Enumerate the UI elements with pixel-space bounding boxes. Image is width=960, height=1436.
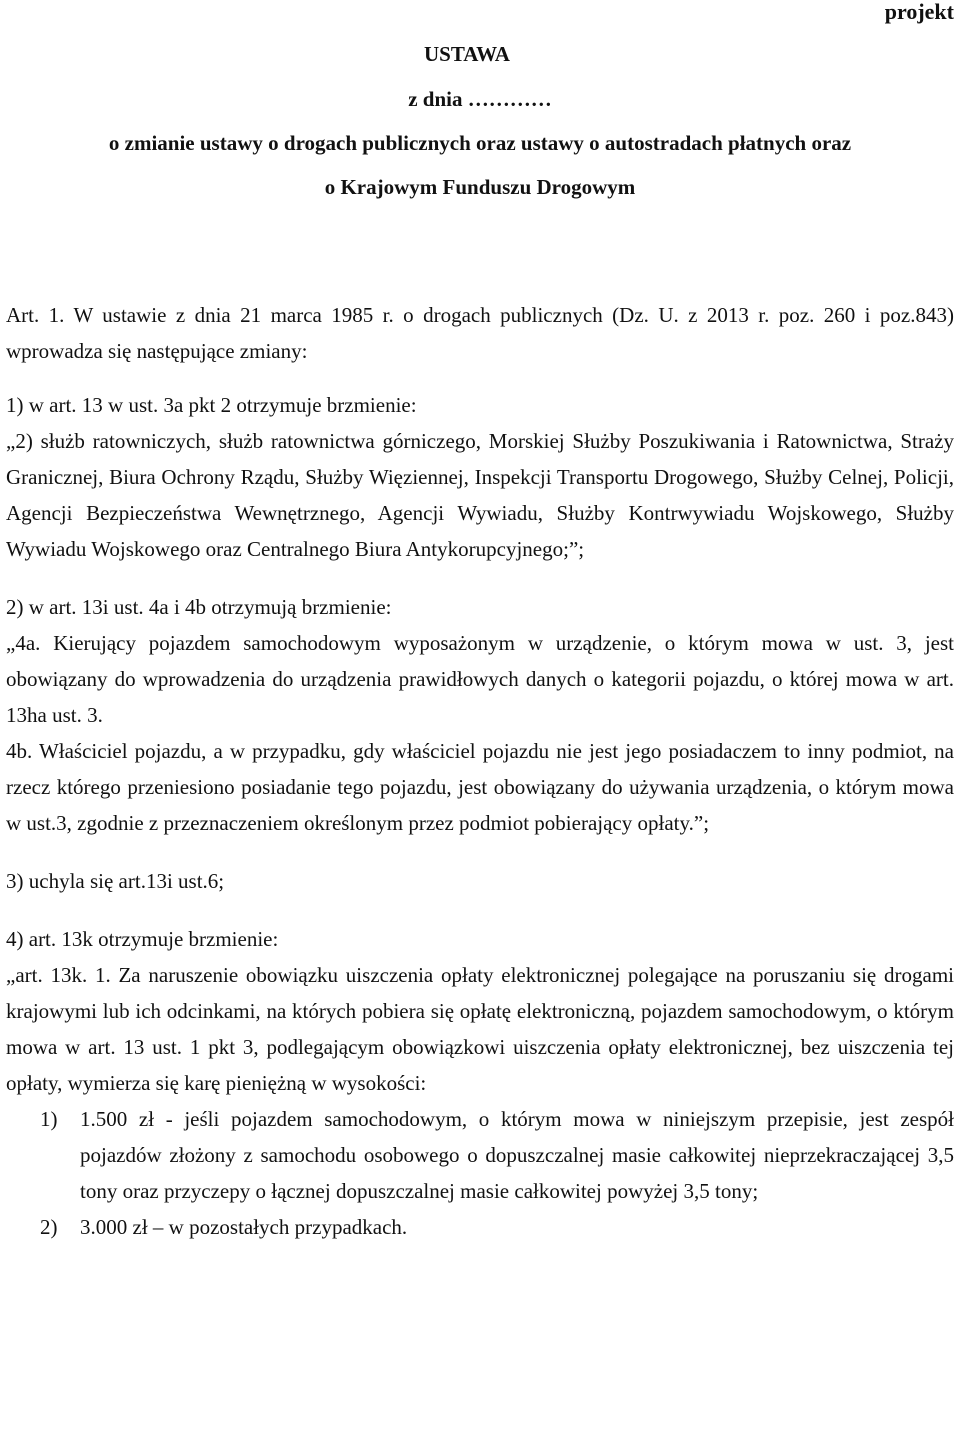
document-subject-line-1: o zmianie ustawy o drogach publicznych oraz ustawy o autostradach płatnych oraz: [108, 131, 852, 155]
item-2-lead: 2) w art. 13i ust. 4a i 4b otrzymują brzmienie:: [6, 595, 392, 619]
document-body: [6, 297, 954, 1245]
document-subject-line-2: o Krajowym Funduszu Drogowym: [324, 175, 636, 199]
item-2-paragraph-4a: „4a. Kierujący pojazdem samochodowym wyposażonym w urządzenie, o którym mowa w ust. 3, jest obowiązany do wprowadzenia do urządzenia prawidłowych danych o kategorii pojazdu, o której mowa w art. 13ha ust. 3.: [6, 631, 954, 727]
penalty-item-number: 2): [40, 1215, 58, 1239]
document-title: USTAWA: [424, 42, 510, 66]
penalty-item-text: 1.500 zł - jeśli pojazdem samochodowym, o którym mowa w niniejszym przepisie, jest zespół pojazdów złożony z samochodu osobowego o dopuszczalnej masie całkowitej nieprzekraczającej 3,5 tony oraz przyczepy o łącznej dopuszczalnej masie całkowitej powyżej 3,5 tony;: [80, 1107, 954, 1203]
penalty-item-text: 3.000 zł – w pozostałych przypadkach.: [80, 1215, 408, 1239]
penalty-list: [6, 1101, 954, 1245]
item-4-lead: 4) art. 13k otrzymuje brzmienie:: [6, 927, 279, 951]
item-1-text: „2) służb ratowniczych, służb ratownictwa górniczego, Morskiej Służby Poszukiwania i Ratownictwa, Straży Granicznej, Biura Ochrony Rządu, Służby Więziennej, Inspekcji Transportu Drogowego, Służby Celnej, Policji, Agencji Bezpieczeństwa Wewnętrznego, Agencji Wywiadu, Służby Kontrwywiadu Wojskowego, Służby Wywiadu Wojskowego oraz Centralnego Biura Antykorupcyjnego;”;: [6, 429, 954, 561]
document-date: z dnia …………: [408, 87, 552, 111]
article-1-intro: Art. 1. W ustawie z dnia 21 marca 1985 r. o drogach publicznych (Dz. U. z 2013 r. poz. 260 i poz.843) wprowadza się następujące zmiany:: [6, 303, 954, 363]
item-4-text: „art. 13k. 1. Za naruszenie obowiązku uiszczenia opłaty elektronicznej polegające na poruszaniu się drogami krajowymi lub ich odcinkami, na których pobiera się opłatę elektroniczną, pojazdem samochodowym, o którym mowa w art. 13 ust. 1 pkt 3, podlegającym obowiązkowi uiszczenia opłaty elektronicznej, bez uiszczenia tej opłaty, wymierza się karę pieniężną w wysokości:: [6, 963, 954, 1095]
projekt-label: projekt: [884, 0, 954, 24]
item-1-lead: 1) w art. 13 w ust. 3a pkt 2 otrzymuje brzmienie:: [6, 393, 417, 417]
penalty-item-1: [6, 1101, 954, 1209]
item-2-paragraph-4b: 4b. Właściciel pojazdu, a w przypadku, gdy właściciel pojazdu nie jest jego posiadaczem to inny podmiot, na rzecz którego przeniesiono posiadanie tego pojazdu, jest obowiązany do używania urządzenia, o którym mowa w ust.3, zgodnie z przeznaczeniem określonym przez podmiot pobierający opłaty.”;: [6, 739, 954, 835]
item-3: 3) uchyla się art.13i ust.6;: [6, 869, 225, 893]
penalty-item-2: [6, 1209, 954, 1245]
penalty-item-number: 1): [40, 1107, 58, 1131]
